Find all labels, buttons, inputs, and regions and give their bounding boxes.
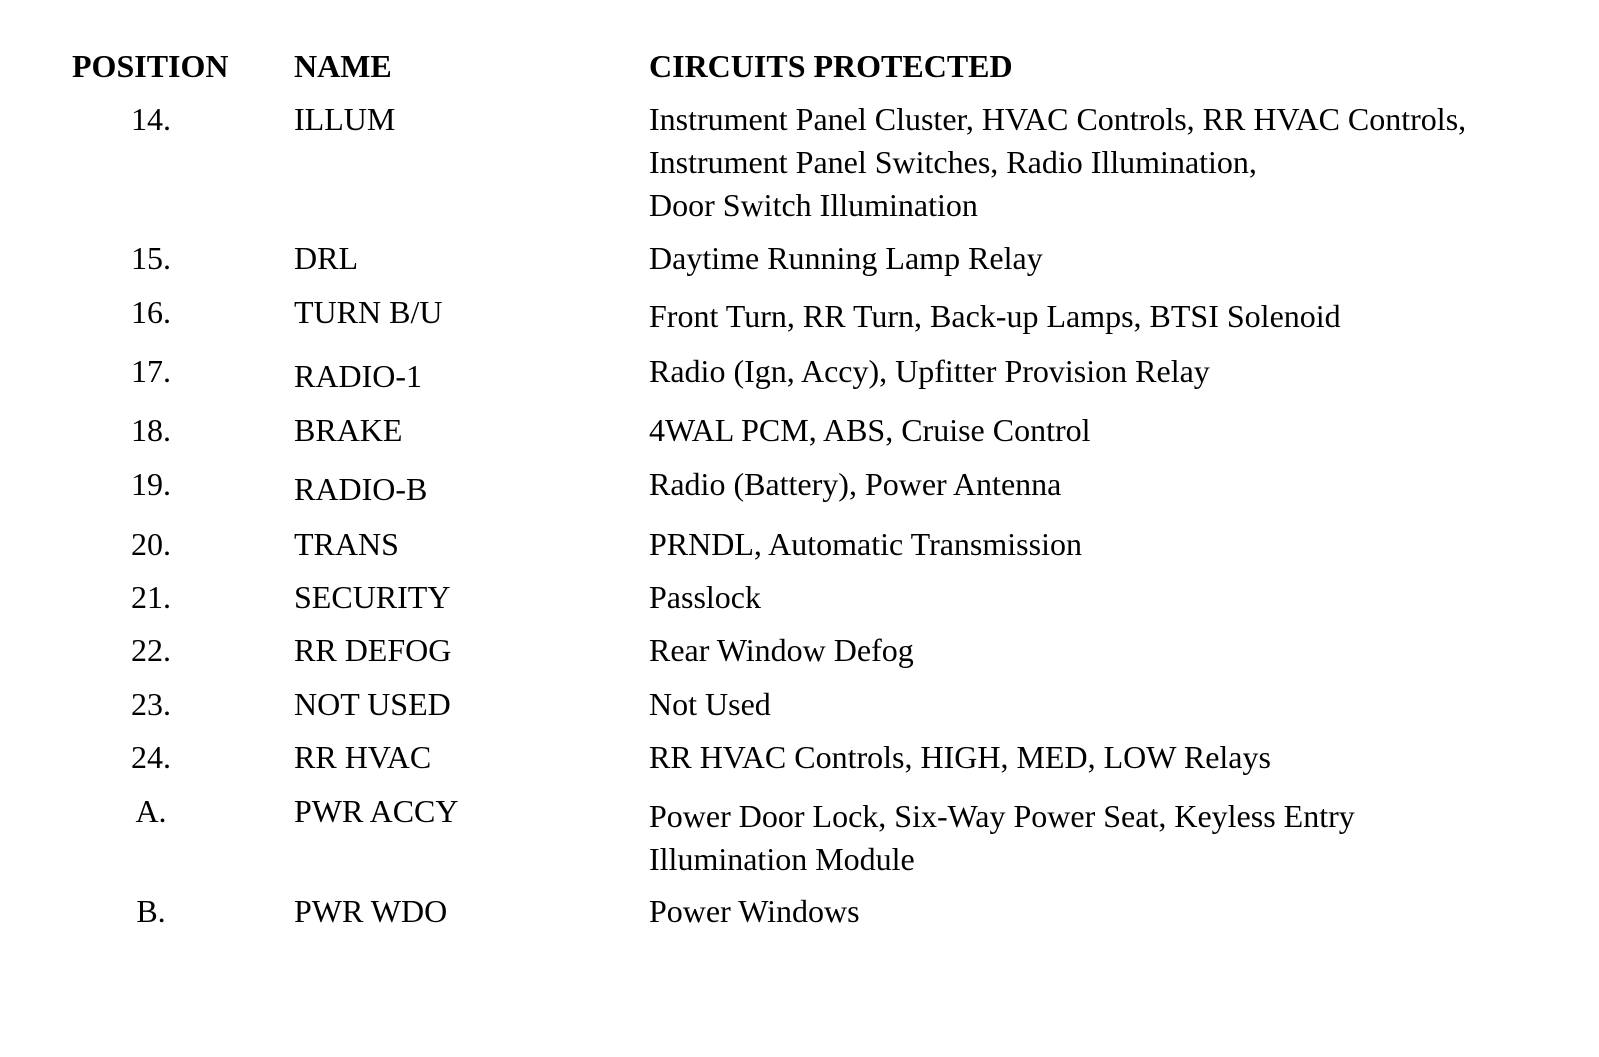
position-cell: 20. xyxy=(131,526,171,562)
position-cell: 17. xyxy=(131,353,171,389)
circuits-cell xyxy=(649,237,1043,280)
position-cell: 22. xyxy=(131,632,171,668)
header-name: NAME xyxy=(294,48,392,84)
header-position: POSITION xyxy=(72,48,229,84)
circuits-cell xyxy=(649,463,1061,506)
circuits-line: Instrument Panel Switches, Radio Illumination, xyxy=(649,144,1257,180)
circuits-line: Instrument Panel Cluster, HVAC Controls, RR HVAC Controls, xyxy=(649,101,1467,137)
circuits-cell xyxy=(649,98,1466,227)
name-cell: PWR WDO xyxy=(294,893,448,929)
position-cell: B. xyxy=(136,893,166,929)
circuits-line: Passlock xyxy=(649,579,761,615)
position-cell: 19. xyxy=(131,466,171,502)
circuits-line: Radio (Battery), Power Antenna xyxy=(649,466,1062,502)
name-cell: SECURITY xyxy=(294,579,451,615)
circuits-line: Power Windows xyxy=(649,893,860,929)
circuits-cell xyxy=(649,629,914,672)
position-cell: 23. xyxy=(131,686,171,722)
position-cell: 16. xyxy=(131,294,171,330)
circuits-cell xyxy=(649,523,1082,566)
circuits-line: Not Used xyxy=(649,686,771,722)
circuits-line: 4WAL PCM, ABS, Cruise Control xyxy=(649,412,1091,448)
name-cell: NOT USED xyxy=(294,686,451,722)
circuits-cell xyxy=(649,890,860,933)
circuits-line: Daytime Running Lamp Relay xyxy=(649,240,1043,276)
circuits-line: Radio (Ign, Accy), Upfitter Provision Relay xyxy=(649,353,1210,389)
position-cell: 21. xyxy=(131,579,171,615)
circuits-cell xyxy=(649,795,1355,881)
name-cell: RR HVAC xyxy=(294,739,432,775)
position-cell: 14. xyxy=(131,101,171,137)
name-cell: RADIO-B xyxy=(294,471,428,507)
circuits-cell xyxy=(649,683,771,726)
name-cell: BRAKE xyxy=(294,412,403,448)
position-cell: 18. xyxy=(131,412,171,448)
position-cell: 15. xyxy=(131,240,171,276)
circuits-cell xyxy=(649,350,1210,393)
circuits-line: Rear Window Defog xyxy=(649,632,914,668)
circuits-cell xyxy=(649,295,1341,338)
circuits-cell xyxy=(649,736,1271,779)
position-cell: 24. xyxy=(131,739,171,775)
circuits-line: PRNDL, Automatic Transmission xyxy=(649,526,1082,562)
circuits-cell xyxy=(649,576,761,619)
name-cell: ILLUM xyxy=(294,101,396,137)
circuits-line: Front Turn, RR Turn, Back-up Lamps, BTSI Solenoid xyxy=(649,298,1341,334)
circuits-cell xyxy=(649,409,1091,452)
circuits-line: Power Door Lock, Six-Way Power Seat, Keyless Entry xyxy=(649,798,1355,834)
name-cell: PWR ACCY xyxy=(294,793,459,829)
name-cell: RADIO-1 xyxy=(294,358,422,394)
position-cell: A. xyxy=(135,793,167,829)
name-cell: TRANS xyxy=(294,526,399,562)
name-cell: DRL xyxy=(294,240,358,276)
circuits-line: Door Switch Illumination xyxy=(649,187,978,223)
circuits-line: Illumination Module xyxy=(649,841,915,877)
name-cell: TURN B/U xyxy=(294,294,443,330)
header-circuits-protected: CIRCUITS PROTECTED xyxy=(649,48,1013,84)
circuits-line: RR HVAC Controls, HIGH, MED, LOW Relays xyxy=(649,739,1271,775)
name-cell: RR DEFOG xyxy=(294,632,452,668)
